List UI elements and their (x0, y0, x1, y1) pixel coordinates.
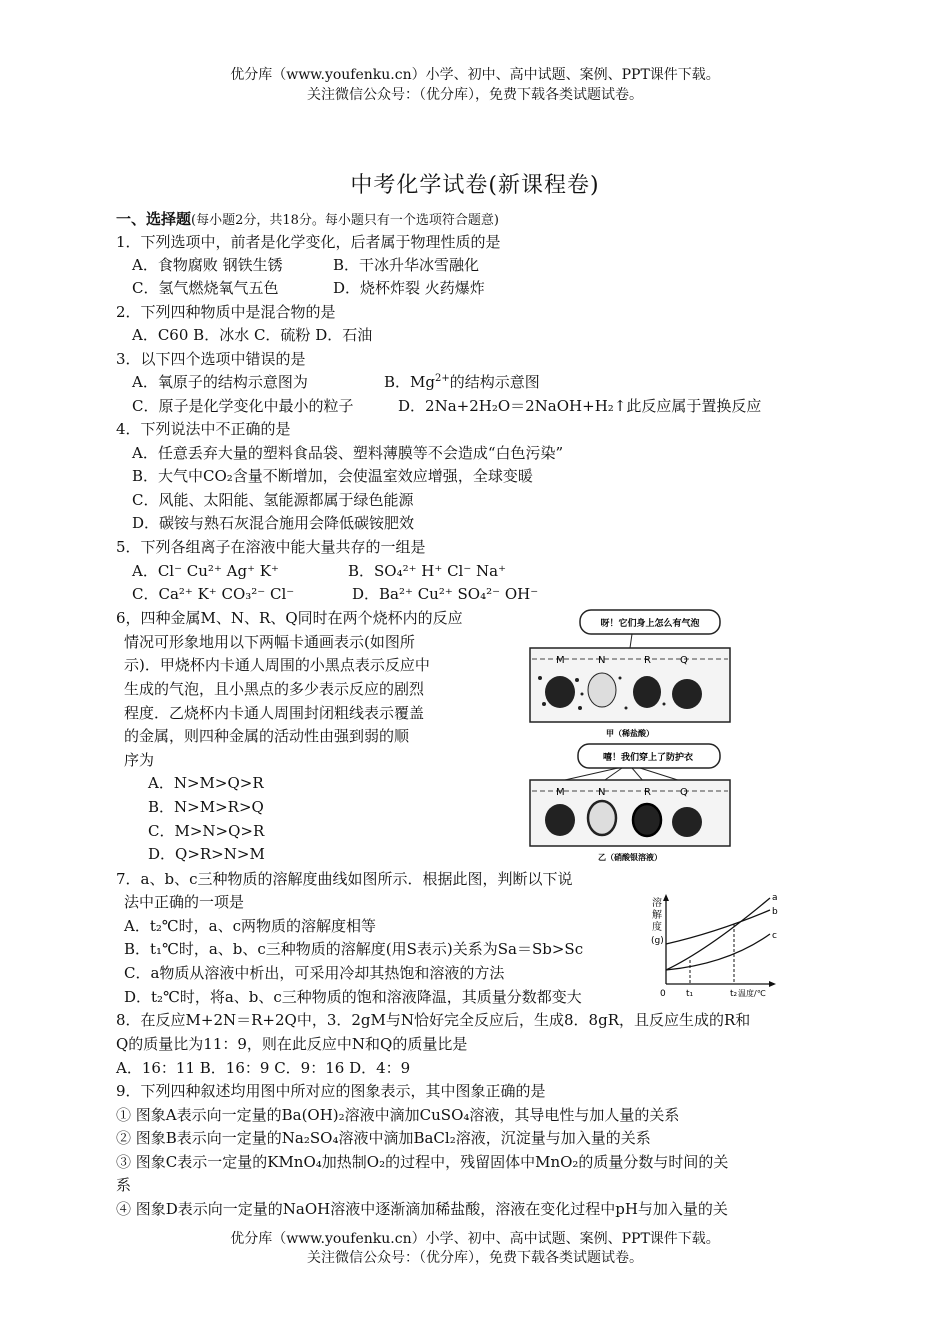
q9-stem: 9．下列四种叙述均用图中所对应的图象表示，其中图象正确的是 (116, 1082, 546, 1100)
q6-option-c: C．M>N>Q>R (148, 822, 265, 840)
q9-item-4: ④ 图象D表示向一定量的NaOH溶液中逐渐滴加稀盐酸，溶液在变化过程中pH与加入量的关 (116, 1200, 728, 1218)
q3-option-d: D．2Na+2H₂O＝2NaOH+H₂↑此反应属于置换反应 (398, 397, 762, 415)
bubble-text-bottom: 嘻！我们穿上了防护衣 (602, 753, 694, 763)
q5-option-d: D．Ba²⁺ Cu²⁺ SO₄²⁻ OH⁻ (352, 585, 539, 603)
metal-label-q: Q (680, 655, 688, 666)
graph-ylabel-1: 溶 (652, 898, 662, 909)
metal-label-n: N (598, 655, 606, 666)
header-line-1: 优分库（www.youfenku.cn）小学、初中、高中试题、案例、PPT课件下载。 (230, 67, 720, 83)
q5-option-a: A．Cl⁻ Cu²⁺ Ag⁺ K⁺ (132, 562, 279, 580)
q2-stem: 2．下列四种物质中是混合物的是 (116, 303, 336, 321)
curve-label-a: a (772, 893, 778, 903)
q4-option-c: C．风能、太阳能、氢能源都属于绿色能源 (132, 491, 414, 509)
curve-c (666, 934, 770, 970)
q6-beaker-figure (522, 608, 744, 866)
q5-stem: 5．下列各组离子在溶液中能大量共存的一组是 (116, 538, 426, 556)
q3-option-c: C．原子是化学变化中最小的粒子 (132, 397, 354, 415)
q1-option-d: D．烧杯炸裂 火药爆炸 (333, 279, 485, 297)
bubble-text-top: 呀！它们身上怎么有气泡 (600, 619, 700, 629)
q3-stem: 3．以下四个选项中错误的是 (116, 350, 306, 368)
page-title: 中考化学试卷(新课程卷) (350, 173, 600, 198)
q1-option-c: C．氢气燃烧氧气五色 (132, 279, 279, 297)
q9-item-3-cont: 系 (116, 1176, 132, 1194)
q9-item-1: ① 图象A表示向一定量的Ba(OH)₂溶液中滴加CuSO₄溶液，其导电性与加人量的关系 (116, 1106, 680, 1124)
q7-stem-1: 7．a、b、c三种物质的溶解度曲线如图所示．根据此图，判断以下说 (116, 870, 573, 888)
q6-line: 情况可形象地用以下两幅卡通画表示(如图所 (124, 633, 415, 651)
footer-line-2: 关注微信公众号：（优分库），免费下载各类试题试卷。 (307, 1250, 643, 1266)
q8-line-2: Q的质量比为11：9，则在此反应中N和Q的质量比是 (116, 1035, 468, 1053)
q3-option-b: B．$Mg^{2+}$的结构示意图 (384, 373, 540, 391)
caption-bottom: 乙（硝酸银溶液） (598, 853, 662, 862)
q6-option-a: A．N>M>Q>R (148, 774, 264, 792)
beaker-jia (530, 610, 730, 738)
graph-ylabel-3: 度 (652, 922, 662, 933)
footer-line-1: 优分库（www.youfenku.cn）小学、初中、高中试题、案例、PPT课件下载。 (230, 1231, 720, 1247)
q3-option-a: A．氧原子的结构示意图为 (132, 373, 308, 391)
graph-xlabel: 温度/℃ (738, 989, 766, 998)
q6-line: 的金属，则四种金属的活动性由强到弱的顺 (124, 727, 410, 745)
section-note: (每小题2分，共18分。每小题只有一个选项符合题意) (191, 213, 499, 228)
q8-options: A．16：11 B．16：9 C．9：16 D．4：9 (116, 1059, 411, 1077)
q4-option-b: B．大气中CO₂含量不断增加，会使温室效应增强，全球变暖 (132, 467, 533, 485)
q6-line: 序为 (124, 751, 155, 769)
metal-label-r: R (644, 655, 651, 666)
section-heading (116, 208, 499, 232)
q7-option-d: D．t₂℃时，将a、b、c三种物质的饱和溶液降温，其质量分数都变大 (124, 988, 582, 1006)
metal-label-q: Q (680, 787, 688, 798)
beaker-yi (530, 744, 730, 862)
q6-option-b: B．N>M>R>Q (148, 798, 264, 816)
q4-stem: 4．下列说法中不正确的是 (116, 420, 291, 438)
graph-ylabel-2: 解 (652, 910, 662, 921)
caption-top: 甲（稀盐酸） (606, 729, 654, 738)
metal-label-n: N (598, 787, 606, 798)
q6-line: 生成的气泡，且小黑点的多少表示反应的剧烈 (124, 680, 425, 698)
graph-t2: t₂ (730, 989, 738, 999)
q6-line: 示)．甲烧杯内卡通人周围的小黑点表示反应中 (124, 656, 430, 674)
q7-option-c: C．a物质从溶液中析出，可采用冷却其热饱和溶液的方法 (124, 964, 505, 982)
graph-t1: t₁ (686, 989, 694, 999)
q9-item-2: ② 图象B表示向一定量的Na₂SO₄溶液中滴加BaCl₂溶液，沉淀量与加入量的关系 (116, 1129, 651, 1147)
q1-option-a: A．食物腐败 钢铁生锈 (132, 256, 283, 274)
graph-origin: 0 (660, 989, 666, 999)
q5-option-b: B．SO₄²⁺ H⁺ Cl⁻ Na⁺ (348, 562, 507, 580)
q1-stem: 1．下列选项中，前者是化学变化，后者属于物理性质的是 (116, 233, 501, 251)
q2-options: A．C60 B．冰水 C．硫粉 D．石油 (132, 326, 373, 344)
header-line-2: 关注微信公众号：（优分库），免费下载各类试题试卷。 (307, 87, 643, 103)
q6-line: 程度．乙烧杯内卡通人周围封闭粗线表示覆盖 (124, 704, 425, 722)
section-label: 一、选择题 (116, 210, 192, 228)
metal-label-r: R (644, 787, 651, 798)
q4-option-a: A．任意丢弃大量的塑料食品袋、塑料薄膜等不会造成“白色污染” (132, 444, 564, 462)
q1-option-b: B．干冰升华冰雪融化 (333, 256, 480, 274)
q7-solubility-graph (648, 892, 780, 1004)
q6-line: 6，四种金属M、N、R、Q同时在两个烧杯内的反应 (116, 609, 463, 627)
q7-option-a: A．t₂℃时，a、c两物质的溶解度相等 (124, 917, 376, 935)
q5-option-c: C．Ca²⁺ K⁺ CO₃²⁻ Cl⁻ (132, 585, 295, 603)
metal-label-m: M (556, 655, 565, 666)
q9-item-3: ③ 图象C表示一定量的KMnO₄加热制O₂的过程中，残留固体中MnO₂的质量分数与时间的关 (116, 1153, 729, 1171)
q6-option-d: D．Q>R>N>M (148, 845, 265, 863)
q7-option-b: B．t₁℃时，a、b、c三种物质的溶解度(用S表示)关系为Sa＝Sb>Sc (124, 940, 584, 958)
q7-stem-2: 法中正确的一项是 (124, 893, 245, 911)
curve-label-b: b (772, 907, 778, 917)
q8-line-1: 8．在反应M+2N＝R+2Q中，3．2gM与N恰好完全反应后，生成8．8gR，且反应生成的R和 (116, 1011, 751, 1029)
q4-option-d: D．碳铵与熟石灰混合施用会降低碳铵肥效 (132, 514, 415, 532)
metal-label-m: M (556, 787, 565, 798)
curve-label-c: c (772, 931, 777, 941)
graph-ylabel-4: (g) (651, 936, 664, 946)
